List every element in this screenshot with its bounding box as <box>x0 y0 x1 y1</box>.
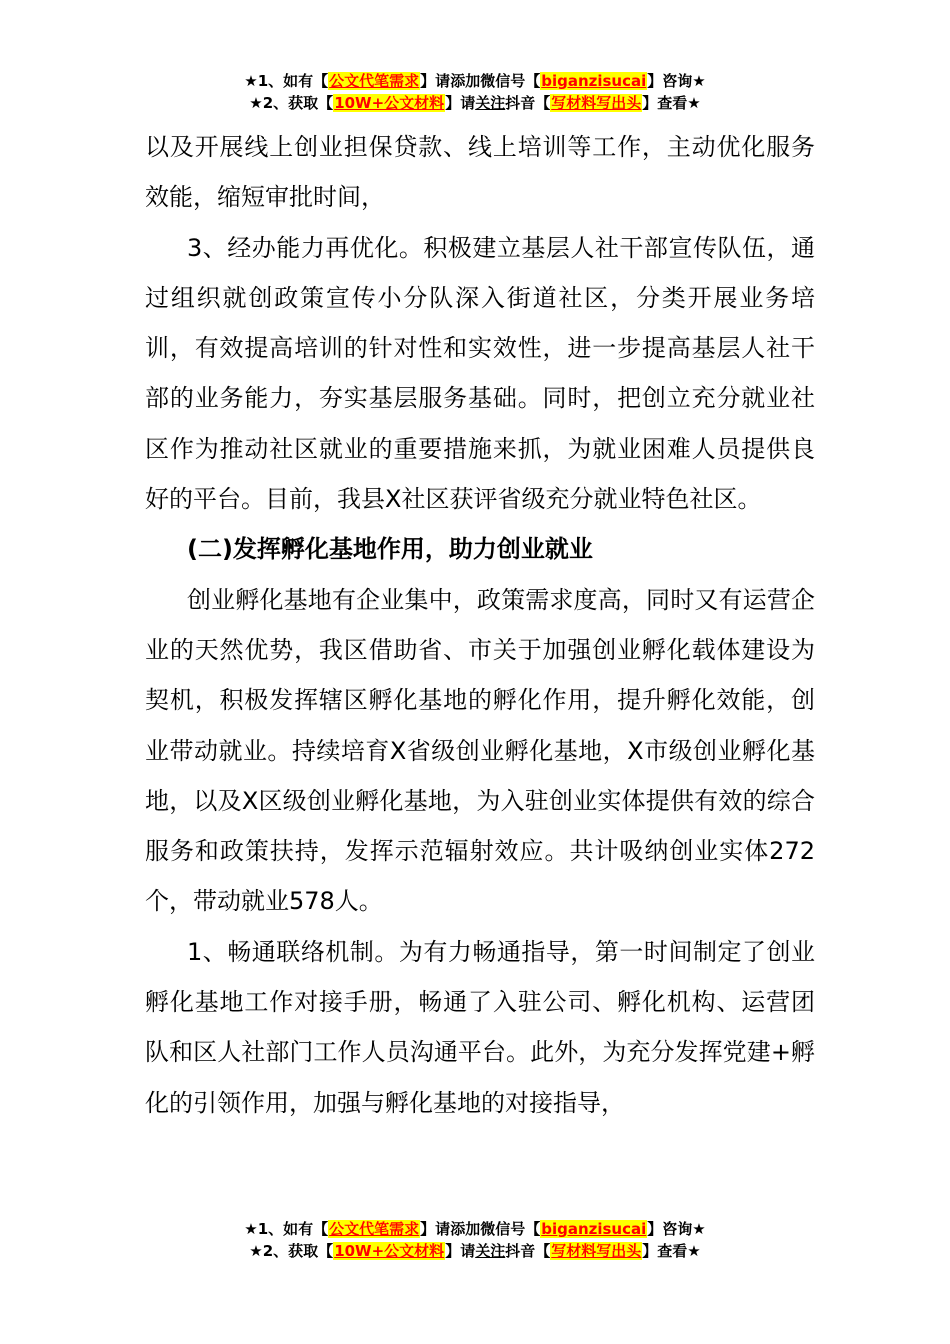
highlight-service: 公文代笔需求 <box>329 72 420 90</box>
highlight-materials: 10W+公文材料 <box>334 1242 445 1260</box>
highlight-wechat-id: biganzisucai <box>541 72 647 90</box>
highlight-service: 公文代笔需求 <box>329 1220 420 1238</box>
paragraph-continuation: 以及开展线上创业担保贷款、线上培训等工作，主动优化服务效能，缩短审批时间， <box>145 133 815 212</box>
highlight-douyin-account: 写材料写出头 <box>551 1242 642 1260</box>
footer-banner <box>0 1218 950 1262</box>
paragraph-incubation: 创业孵化基地有企业集中，政策需求度高，同时又有运营企业的天然优势，我区借助省、市关于加强创业孵化载体建设为契机，积极发挥辖区孵化基地的孵化作用，提升孵化效能，创业带动就业。持续培育X省级创业孵化基地，X市级创业孵化基地，以及X区级创业孵化基地，为入驻创业实体提供有效的综合服务和政策扶持，发挥示范辐射效应。共计吸纳创业实体272个，带动就业578人。 <box>145 585 815 916</box>
banner-line-1: ★1、如有【公文代笔需求】请添加微信号【biganzisucai】咨询★ <box>244 72 706 90</box>
section-heading: (二)发挥孵化基地作用，助力创业就业 <box>187 535 593 564</box>
highlight-wechat-id: biganzisucai <box>541 1220 647 1238</box>
paragraph-liaison: 1、畅通联络机制。为有力畅通指导，第一时间制定了创业孵化基地工作对接手册，畅通了入驻公司、孵化机构、运营团队和区人社部门工作人员沟通平台。此外，为充分发挥党建+孵化的引领作用，加强与孵化基地的对接指导， <box>145 937 815 1117</box>
banner-line-2: ★2、获取【10W+公文材料】请关注抖音【写材料写出头】查看★ <box>249 1242 701 1260</box>
banner-line-2: ★2、获取【10W+公文材料】请关注抖音【写材料写出头】查看★ <box>249 94 701 112</box>
highlight-douyin-account: 写材料写出头 <box>551 94 642 112</box>
header-banner <box>0 70 950 114</box>
paragraph-capacity: 3、经办能力再优化。积极建立基层人社干部宣传队伍，通过组织就创政策宣传小分队深入街道社区，分类开展业务培训，有效提高培训的针对性和实效性，进一步提高基层人社干部的业务能力，夯实基层服务基础。同时，把创立充分就业社区作为推动社区就业的重要措施来抓，为就业困难人员提供良好的平台。目前，我县X社区获评省级充分就业特色社区。 <box>145 233 815 514</box>
document-body <box>145 122 815 1128</box>
highlight-materials: 10W+公文材料 <box>334 94 445 112</box>
banner-line-1: ★1、如有【公文代笔需求】请添加微信号【biganzisucai】咨询★ <box>244 1220 706 1238</box>
